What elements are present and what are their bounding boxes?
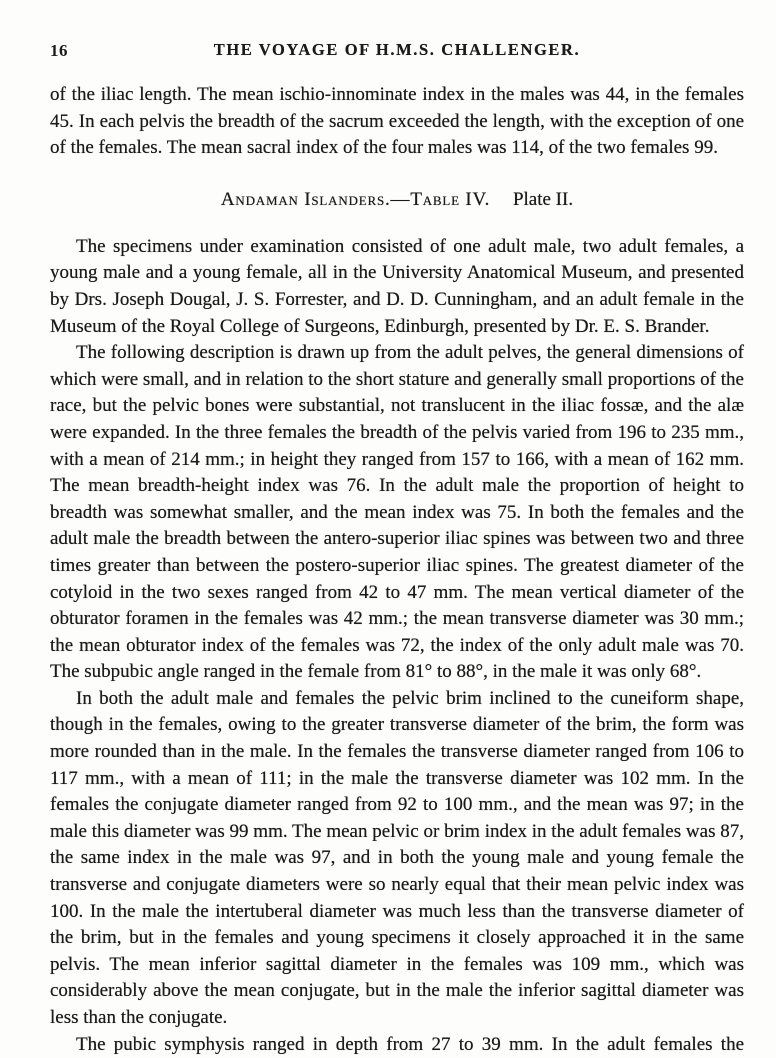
section-heading-title: Andaman Islanders.—Table IV. [220, 188, 491, 210]
body-paragraph-2: The specimens under examination consisted of one adult male, two adult females, a young male and a young female, all in the University Anatomical Museum, and presented by Drs. Joseph Dougal, J. S. Forrester, and D. D. Cunningham, and an adult female in the Museum of the Royal College of Surgeons, Edinburgh, presented by Dr. E. S. Brander. [50, 235, 744, 337]
body-paragraph-1: of the iliac length. The mean ischio-innominate index in the males was 44, in the females 45. In each pelvis the breadth of the sacrum exceeded the length, with the exception of one of the females. The mean sacral index of the four males was 114, of the two females 99. [50, 84, 744, 159]
body-paragraph-3: The following description is drawn up from the adult pelves, the general dimensions of which were small, and in relation to the short stature and generally small proportions of the race, but the pelvic bones were substantial, not translucent in the iliac fossæ, and the alæ were expanded. In the three females the breadth of the pelvis varied from 196 to 235 mm., with a mean of 214 mm.; in height they ranged from 157 to 166, with a mean of 162 mm. The mean breadth-height index was 76. In the adult male the proportion of height to breadth was somewhat smaller, and the mean index was 75. In both the females and the adult male the breadth between the antero-superior iliac spines was between two and three times greater than between the postero-superior iliac spines. The greatest diameter of the cotyloid in the two sexes ranged from 42 to 47 mm. The mean vertical diameter of the obturator foramen in the females was 42 mm.; the mean transverse diameter was 30 mm.; the mean obturator index of the females was 72, the index of the only adult male was 70. The subpubic angle ranged in the female from 81° to 88°, in the male it was only 68°. [50, 342, 744, 683]
page-number: 16 [50, 41, 68, 60]
body-paragraph-4: In both the adult male and females the pelvic brim inclined to the cuneiform shape, though in the females, owing to the greater transverse diameter of the brim, the form was more rounded than in the male. In the females the transverse diameter ranged from 106 to 117 mm., with a mean of 111; in the male the transverse diameter was 102 mm. In the females the conjugate diameter ranged from 92 to 100 mm., and the mean was 97; in the male this diameter was 99 mm. The mean pelvic or brim index in the adult females was 87, the same index in the male was 97, and in both the young male and young female the transverse and conjugate diameters were so nearly equal that their mean pelvic index was 100. In the male the intertuberal diameter was much less than the transverse diameter of the brim, but in the females and young specimens it closely approached it in the same pelvis. The mean inferior sagittal diameter in the females was 109 mm., which was considerably above the mean conjugate, but in the male the inferior sagittal diameter was less than the conjugate. [50, 687, 744, 1028]
section-heading [50, 187, 744, 213]
body-paragraph-5: The pubic symphysis ranged in depth from 27 to 39 mm. In the adult females the [76, 1033, 744, 1055]
section-heading-plate: Plate II. [512, 188, 574, 210]
running-header: THE VOYAGE OF H.M.S. CHALLENGER. [213, 40, 581, 59]
page-header [50, 40, 744, 62]
